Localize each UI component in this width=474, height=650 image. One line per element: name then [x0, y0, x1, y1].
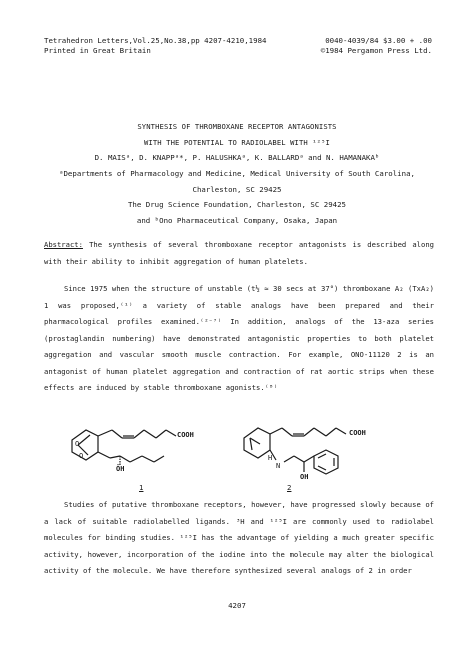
paper-title-line2: WITH THE POTENTIAL TO RADIOLABEL WITH ¹²⁵I — [144, 138, 330, 147]
intro-paragraph: Since 1975 when the structure of unstable (t½ ≃ 30 secs at 37°) thromboxane A₂ (TxA₂) 1 was proposed,⁽¹⁾ a variety of stable analogs have been prepared and their pharmacological profiles examined.⁽²⁻⁷⁾ In addition, analogs of the 13-aza series (prostaglandin numbering) have demonstrated antagonistic properties to both platelet aggregation and vascular smooth muscle contraction. For example, ONO-11120 2 is an antagonist of human platelet aggregation and contraction of rat aortic strips when these effects are induced by stable thromboxane agonists.⁽⁸⁾ — [44, 284, 434, 392]
page-number: 4207 — [228, 601, 246, 610]
structure-2-cooh: COOH — [349, 429, 366, 437]
structure-2 — [236, 418, 386, 490]
abstract — [44, 237, 434, 270]
second-paragraph: Studies of putative thromboxane receptors, however, have progressed slowly because of a lack of suitable radiolabelled ligands. ³H and ¹²⁵I are commonly used to radiolabel molecules for binding studies. ¹²⁵I has the advantage of yielding a much greater specific activity, however, incorporation of the iodine into the molecule may alter the biological activity of the molecule. We have therefore synthesized several analogs of 2 in order — [44, 500, 434, 575]
svg-text:O: O — [75, 440, 80, 448]
printed-in: Printed in Great Britain — [44, 46, 151, 55]
authors: D. MAISᵃ, D. KNAPPᵃ*, P. HALUSHKAᵃ, K. BALLARDᵃ and N. HAMANAKAᵇ — [94, 153, 380, 162]
structure-1 — [64, 418, 214, 480]
structure-1-cooh: COOH — [177, 431, 194, 439]
paper-title-line1: SYNTHESIS OF THROMBOXANE RECEPTOR ANTAGONISTS — [137, 122, 337, 131]
affiliation-3: and ᵇOno Pharmaceutical Company, Osaka, Japan — [136, 216, 338, 225]
abstract-label: Abstract: — [44, 240, 83, 249]
structure-2-oh: OH — [300, 473, 309, 481]
structure-1-oh: ŌH — [116, 465, 125, 473]
copyright: ©1984 Pergamon Press Ltd. — [320, 46, 432, 55]
structure-2-nh: H — [268, 454, 273, 462]
structure-1-drawing — [64, 418, 214, 478]
affiliation-1: ᵃDepartments of Pharmacology and Medicine, Medical University of South Carolina, — [59, 169, 415, 178]
structure-2-n: N — [276, 462, 281, 470]
issn-price: 0040-4039/84 $3.00 + .00 — [325, 36, 432, 45]
affiliation-2: The Drug Science Foundation, Charleston, SC 29425 — [127, 200, 347, 209]
journal-citation: Tetrahedron Letters,Vol.25,No.38,pp 4207-4210,1984 — [44, 36, 267, 45]
svg-text:O: O — [79, 452, 84, 460]
affiliation-1-city: Charleston, SC 29425 — [192, 185, 282, 194]
structure-2-label: 2 — [287, 483, 292, 492]
structure-1-label: 1 — [139, 483, 144, 492]
abstract-text: The synthesis of several thromboxane receptor antagonists is described along with their ability to inhibit aggregation of human platelets. — [44, 240, 434, 266]
